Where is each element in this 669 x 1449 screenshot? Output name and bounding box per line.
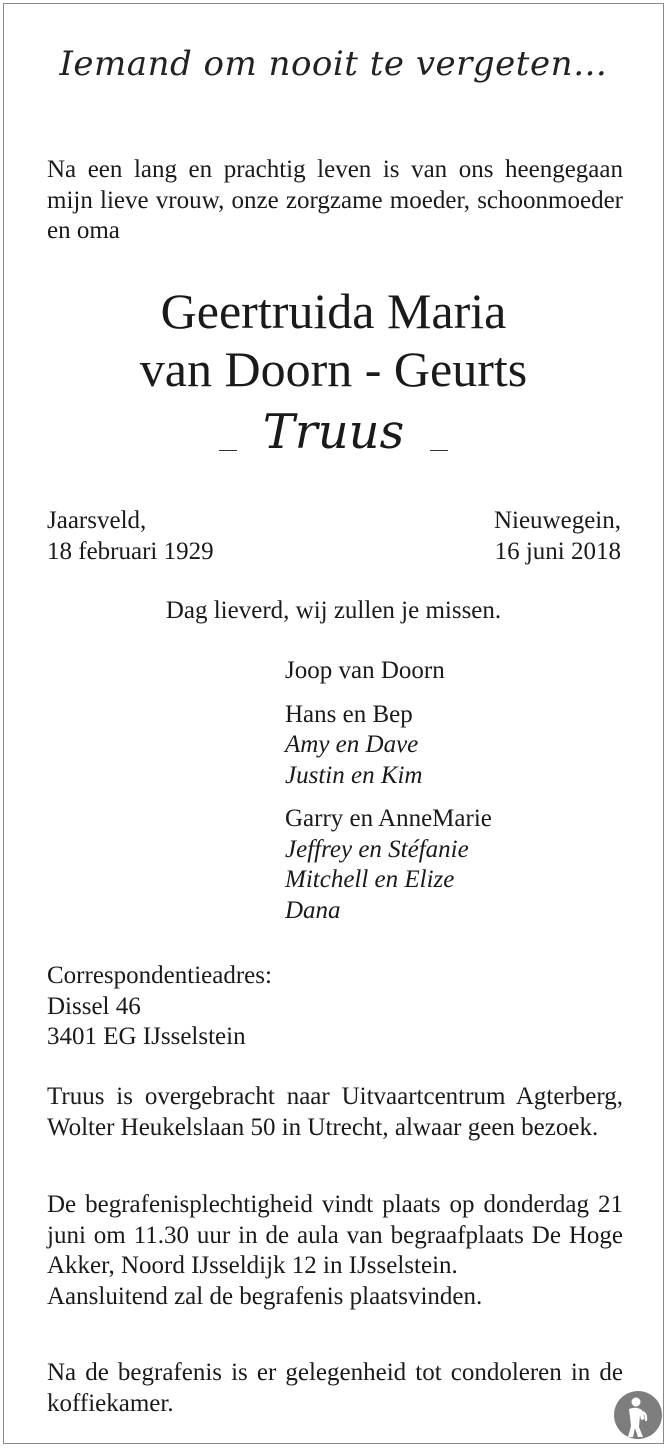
full-name-line1: Geertruida Maria [160,283,507,339]
death-place: Nieuwegein, [493,507,621,534]
obituary-card [3,3,664,1444]
transfer-paragraph: Truus is overgebracht naar Uitvaartcentrum Agterberg, Wolter Heukelslaan 50 in Utrecht, alwaar geen bezoek. [47,1083,623,1141]
condolence-paragraph: Na de begrafenis is er gelegenheid tot condoleren in de koffiekamer. [47,1359,623,1417]
intro-text: Na een lang en prachtig leven is van ons heengegaan mijn lieve vrouw, onze zorgzame moeder, schoonmoeder en oma [47,156,623,244]
mourning-figure-icon [614,1391,662,1439]
birth-place: Jaarsveld, [47,507,147,534]
child-name: Garry en AnneMarie [285,805,492,832]
birth-info [47,506,214,567]
family-group-child2 [285,804,492,926]
grandchild-name: Amy en Dave [285,731,419,758]
grandchild-name: Dana [285,896,341,924]
full-name-line2: van Doorn - Geurts [139,341,528,397]
family-group-husband [285,656,492,687]
birth-date: 18 februari 1929 [47,537,214,565]
ceremony-paragraph: De begrafenisplechtigheid vindt plaats op donderdag 21 juni om 11.30 uur in de aula van begraafplaats De Hoge Akker, Noord IJsseldijk 12 in IJsselstein. [47,1191,623,1279]
death-info [494,506,621,567]
nickname-row [4,404,663,460]
child-name: Hans en Bep [285,700,413,728]
correspondence-street: Dissel 46 [47,992,141,1020]
death-date: 16 juni 2018 [494,537,621,565]
left-dash [219,450,237,452]
grandchild-name: Jeffrey en Stéfanie [285,835,469,863]
family-group-child1 [285,700,492,792]
motto: Iemand om nooit te vergeten… [59,44,608,84]
nickname: Truus [262,404,405,460]
grandchild-name: Justin en Kim [285,761,423,789]
correspondence-city: 3401 EG IJsselstein [47,1023,246,1050]
grandchild-name: Mitchell en Elize [285,866,455,893]
correspondence-address [47,961,272,1053]
right-dash [430,450,448,452]
family-list [285,656,492,939]
husband-name: Joop van Doorn [285,657,445,684]
farewell-text: Dag lieverd, wij zullen je missen. [165,597,502,624]
ceremony-block [47,1190,623,1312]
correspondence-label: Correspondentieadres: [47,962,272,989]
burial-paragraph: Aansluitend zal de begrafenis plaatsvinden. [47,1282,483,1310]
